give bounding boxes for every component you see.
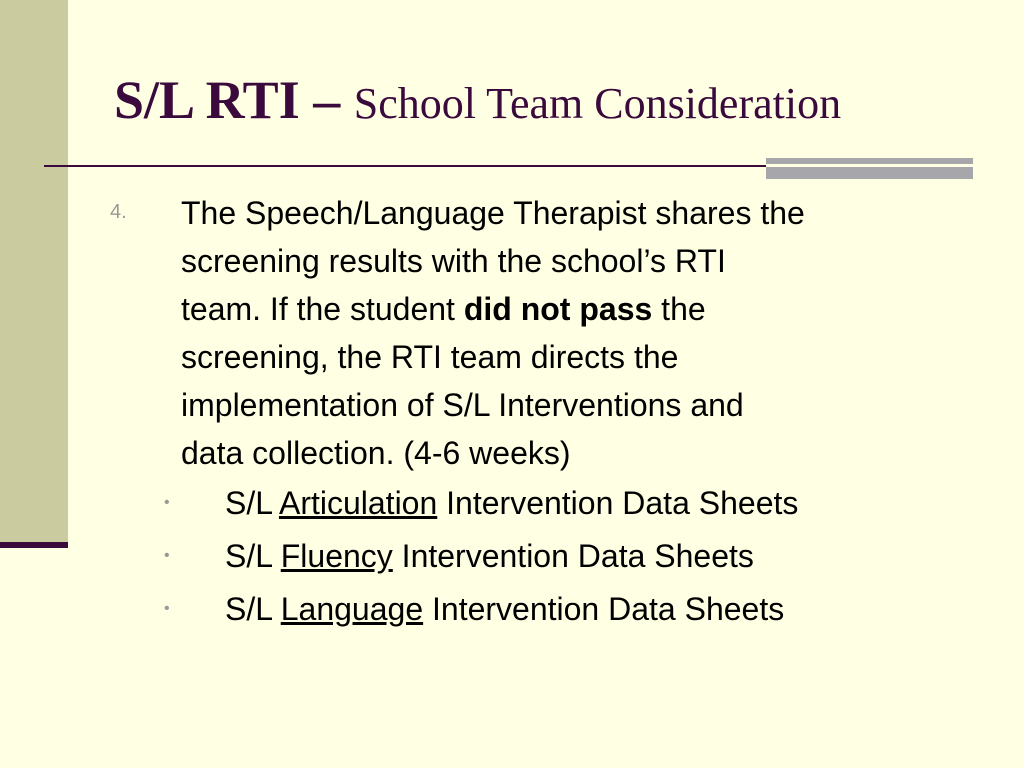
left-accent-bar: [0, 0, 68, 544]
emphasis-text: did not pass: [463, 291, 653, 327]
bullet-icon: •: [164, 494, 170, 511]
bullet-prefix: S/L: [225, 591, 281, 627]
text-segment: team. If the student: [181, 291, 464, 327]
bullet-text: [225, 585, 784, 633]
bullet-icon: •: [164, 600, 170, 617]
language-link[interactable]: Language: [280, 591, 424, 627]
text-segment: the: [652, 291, 706, 327]
text-line: [181, 285, 981, 333]
title-main: S/L RTI –: [114, 70, 354, 130]
bullet-suffix: Intervention Data Sheets: [423, 591, 785, 627]
text-line: screening results with the school’s RTI: [181, 243, 726, 279]
title-divider: [44, 165, 766, 167]
slide-title: [114, 60, 994, 154]
articulation-link[interactable]: Articulation: [278, 485, 438, 521]
list-item-number: 4.: [110, 201, 127, 223]
fluency-link[interactable]: Fluency: [280, 538, 393, 574]
title-sub: School Team Consideration: [353, 79, 842, 128]
bullet-suffix: Intervention Data Sheets: [392, 538, 754, 574]
bullet-suffix: Intervention Data Sheets: [437, 485, 799, 521]
text-line: screening, the RTI team directs the: [181, 339, 679, 375]
bullet-icon: •: [164, 547, 170, 564]
left-accent-line: [0, 542, 68, 548]
text-line: The Speech/Language Therapist shares the: [181, 195, 805, 231]
bullet-text: [225, 479, 798, 527]
divider-stripe-bottom: [766, 167, 973, 179]
text-line: implementation of S/L Interventions and: [181, 387, 744, 423]
bullet-prefix: S/L: [225, 538, 281, 574]
bullet-prefix: S/L: [225, 485, 279, 521]
bullet-text: [225, 532, 754, 580]
text-line: data collection. (4-6 weeks): [181, 435, 571, 471]
list-item-text: [181, 189, 981, 477]
divider-stripe-top: [766, 158, 973, 164]
